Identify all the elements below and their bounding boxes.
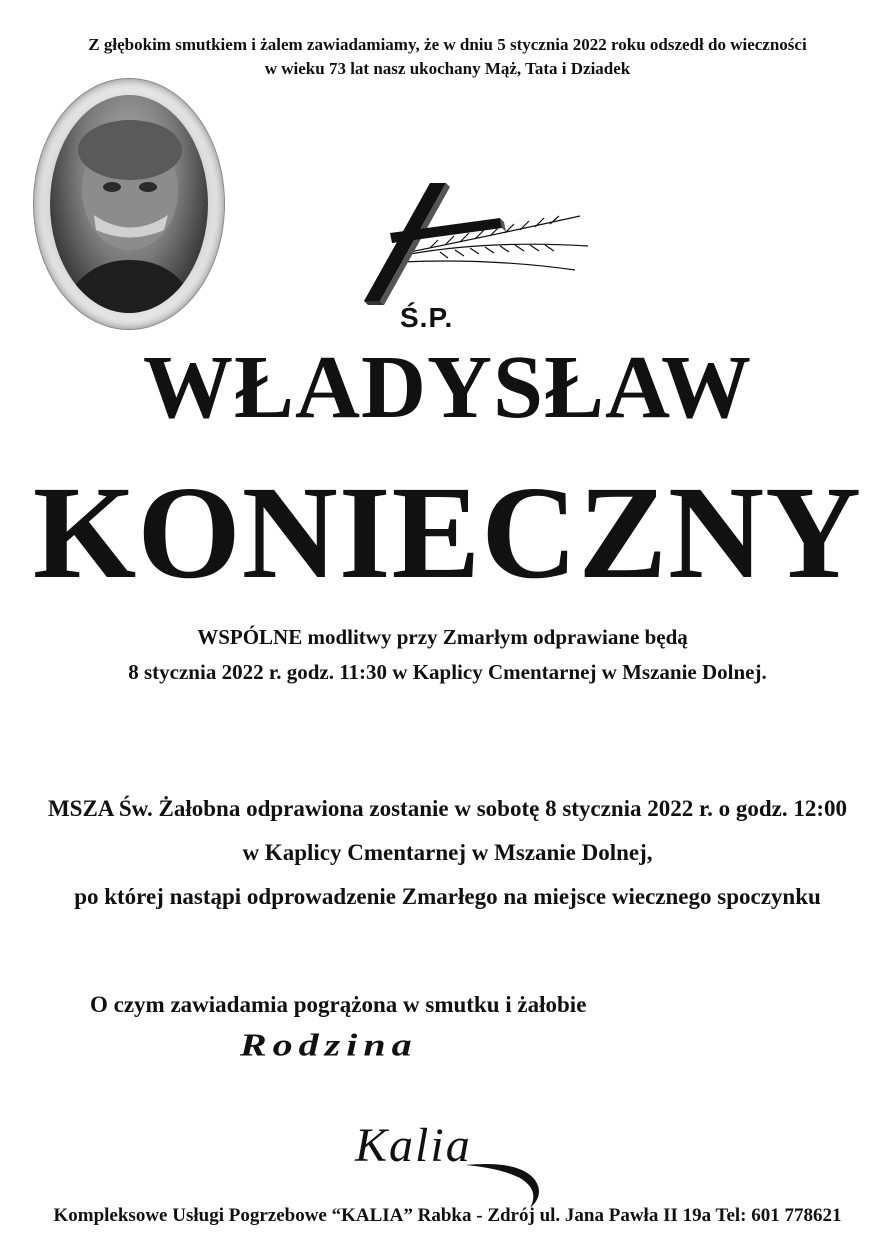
- prayer-info: [0, 620, 895, 690]
- cross-with-palm-icon: [350, 178, 590, 308]
- funeral-home-footer: Kompleksowe Usługi Pogrzebowe “KALIA” Rabka - Zdrój ul. Jana Pawła II 19a Tel: 601 778621: [53, 1205, 842, 1226]
- family-signature: Rodzina: [240, 1026, 418, 1063]
- intro-line-2: w wieku 73 lat nasz ukochany Mąż, Tata i Dziadek: [264, 59, 631, 78]
- deceased-prefix: Ś.P.: [400, 302, 454, 333]
- mass-info: [0, 787, 895, 919]
- portrait-photo: [33, 78, 225, 330]
- prayer-line-2: 8 stycznia 2022 r. godz. 11:30 w Kaplicy Cmentarnej w Mszanie Dolnej.: [128, 660, 767, 684]
- deceased-first-name: WŁADYSŁAW: [142, 338, 753, 437]
- deceased-last-name: KONIECZNY: [32, 458, 863, 606]
- mass-line-2: w Kaplicy Cmentarnej w Mszanie Dolnej,: [242, 840, 653, 865]
- mass-line-3: po której nastąpi odprowadzenie Zmarłego na miejsce wiecznego spoczynku: [74, 884, 821, 909]
- kalia-logo-text: Kalia: [355, 1119, 472, 1172]
- logo-swoosh-icon: [460, 1160, 550, 1210]
- kalia-logo: [355, 1118, 472, 1173]
- family-notice: O czym zawiadamia pogrążona w smutku i żałobie: [90, 992, 587, 1017]
- intro-line-1: Z głębokim smutkiem i żalem zawiadamiamy, że w dniu 5 stycznia 2022 roku odszedł do wieczności: [88, 35, 807, 54]
- portrait-image: [50, 95, 208, 313]
- prayer-line-1: WSPÓLNE modlitwy przy Zmarłym odprawiane będą: [197, 625, 688, 649]
- intro-text: [0, 33, 895, 81]
- mass-line-1: MSZA Św. Żałobna odprawiona zostanie w sobotę 8 stycznia 2022 r. o godz. 12:00: [47, 796, 848, 821]
